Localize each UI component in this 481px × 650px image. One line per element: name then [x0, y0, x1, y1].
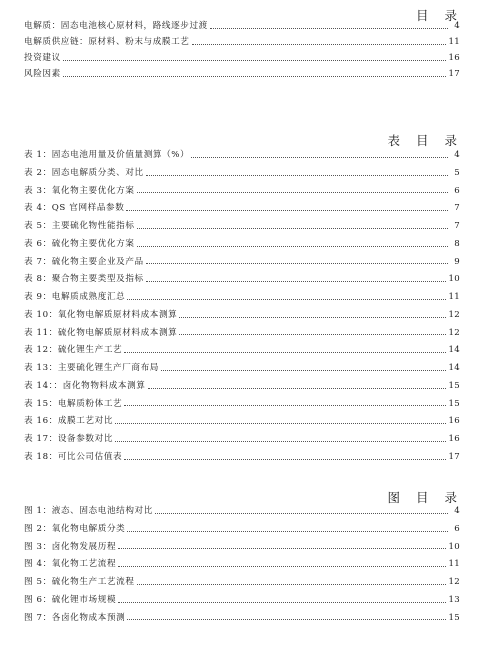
table-entry-label: 表 4：QS 官网样品参数 [24, 203, 125, 214]
table-entry[interactable] [24, 178, 460, 196]
table-entry[interactable] [24, 408, 460, 426]
table-entry-label: 表 13：主要硫化锂生产厂商布局 [24, 363, 159, 374]
table-entry-page: 15 [448, 380, 460, 391]
figures-list [24, 498, 460, 622]
toc-entry-page: 11 [448, 37, 460, 48]
table-entry-label: 表 2：固态电解质分类、对比 [24, 167, 144, 178]
table-entry-page: 4 [454, 150, 460, 161]
dot-leader [192, 44, 447, 45]
table-entry-page: 12 [448, 327, 460, 338]
figure-entry-label: 图 5：硫化物生产工艺流程 [24, 577, 135, 588]
table-entry-label: 表 9：电解质成熟度汇总 [24, 292, 126, 303]
toc-entry-label: 投资建议 [24, 53, 61, 64]
dot-leader [118, 548, 446, 549]
dot-leader [161, 370, 446, 371]
table-entry[interactable] [24, 266, 460, 284]
figure-entry-label: 图 4：氧化物工艺流程 [24, 559, 117, 570]
table-entry-label: 表 11：硫化物电解质原材料成本测算 [24, 327, 178, 338]
dot-leader [115, 423, 446, 424]
figure-entry-page: 6 [454, 523, 460, 534]
table-entry[interactable] [24, 373, 460, 391]
table-entry-label: 表 16：成膜工艺对比 [24, 416, 114, 427]
table-entry-page: 7 [454, 203, 460, 214]
table-entry-label: 表 15：电解质粉体工艺 [24, 398, 123, 409]
toc-entry[interactable] [24, 63, 460, 79]
figure-entry-label: 图 7：各卤化物成本预测 [24, 612, 126, 623]
dot-leader [124, 459, 446, 460]
dot-leader [127, 531, 448, 532]
dot-leader [124, 352, 446, 353]
toc-entry[interactable] [24, 47, 460, 63]
figures-heading: 图 目 录 [387, 490, 463, 505]
toc-entry-label: 风险因素 [24, 69, 61, 80]
figure-entry[interactable] [24, 551, 460, 569]
table-entry-page: 11 [448, 292, 460, 303]
figure-entry-page: 4 [454, 506, 460, 517]
table-entry-page: 6 [454, 185, 460, 196]
table-entry-page: 10 [448, 274, 460, 285]
dot-leader [179, 317, 446, 318]
table-entry-page: 8 [454, 238, 460, 249]
table-entry-label: 表 14：：卤化物物料成本测算 [24, 380, 146, 391]
table-entry-page: 16 [448, 416, 460, 427]
table-entry[interactable] [24, 337, 460, 355]
dot-leader [137, 584, 447, 585]
tables-list [24, 142, 460, 462]
table-entry-page: 17 [448, 451, 460, 462]
table-entry[interactable] [24, 284, 460, 302]
dot-leader [155, 513, 448, 514]
dot-leader [137, 192, 448, 193]
dot-leader [63, 60, 447, 61]
table-entry[interactable] [24, 249, 460, 267]
table-entry[interactable] [24, 213, 460, 231]
table-entry-label: 表 7：硫化物主要企业及产品 [24, 256, 144, 267]
dot-leader [118, 566, 446, 567]
figure-entry-page: 13 [448, 594, 460, 605]
dot-leader [146, 263, 448, 264]
dot-leader [146, 281, 447, 282]
figure-entry[interactable] [24, 516, 460, 534]
table-entry-page: 14 [448, 345, 460, 356]
table-entry-label: 表 10：氧化物电解质原材料成本测算 [24, 309, 178, 320]
figure-entry-page: 10 [448, 541, 460, 552]
table-entry-label: 表 17：设备参数对比 [24, 434, 114, 445]
contents-list [24, 15, 460, 79]
table-entry-label: 表 6：硫化物主要优化方案 [24, 238, 135, 249]
table-entry[interactable] [24, 355, 460, 373]
dot-leader [191, 157, 448, 158]
dot-leader [127, 619, 446, 620]
figure-entry-label: 图 2：氧化物电解质分类 [24, 523, 126, 534]
contents-heading: 目 录 [416, 8, 463, 23]
dot-leader [210, 28, 448, 29]
figure-entry[interactable] [24, 569, 460, 587]
dot-leader [126, 210, 448, 211]
table-entry-page: 15 [448, 398, 460, 409]
figure-entry[interactable] [24, 587, 460, 605]
table-entry[interactable] [24, 160, 460, 178]
dot-leader [179, 334, 446, 335]
figure-entry[interactable] [24, 605, 460, 623]
figure-entry-label: 图 3：卤化物发展历程 [24, 541, 117, 552]
table-entry[interactable] [24, 302, 460, 320]
table-entry-page: 5 [454, 167, 460, 178]
dot-leader [124, 405, 446, 406]
table-entry[interactable] [24, 320, 460, 338]
dot-leader [137, 246, 448, 247]
table-entry-label: 表 12：硫化锂生产工艺 [24, 345, 123, 356]
table-entry-label: 表 3：氧化物主要优化方案 [24, 185, 135, 196]
dot-leader [148, 388, 447, 389]
table-entry-label: 表 1：固态电池用量及价值量测算（%） [24, 150, 190, 161]
dot-leader [63, 76, 447, 77]
figure-entry-label: 图 1：液态、固态电池结构对比 [24, 506, 153, 517]
dot-leader [146, 175, 448, 176]
figure-entry[interactable] [24, 534, 460, 552]
toc-entry-page: 16 [448, 53, 460, 64]
dot-leader [137, 228, 448, 229]
toc-entry-label: 电解质：固态电池核心原材料，路线逐步过渡 [24, 21, 208, 32]
figure-entry-page: 11 [448, 559, 460, 570]
table-entry-page: 9 [454, 256, 460, 267]
toc-entry[interactable] [24, 31, 460, 47]
figure-entry-page: 15 [448, 612, 460, 623]
toc-entry-page: 4 [454, 21, 460, 32]
tables-heading: 表 目 录 [387, 133, 463, 148]
dot-leader [115, 441, 446, 442]
figure-entry[interactable] [24, 498, 460, 516]
dot-leader [127, 299, 446, 300]
table-entry-page: 16 [448, 434, 460, 445]
table-entry[interactable] [24, 391, 460, 409]
toc-entry-label: 电解质供应链：原材料、粉末与成膜工艺 [24, 37, 190, 48]
dot-leader [118, 602, 446, 603]
figure-entry-label: 图 6：硫化锂市场规模 [24, 594, 117, 605]
table-entry[interactable] [24, 195, 460, 213]
table-entry[interactable] [24, 444, 460, 462]
table-entry[interactable] [24, 426, 460, 444]
table-entry-label: 表 8：聚合物主要类型及指标 [24, 274, 144, 285]
table-entry-page: 7 [454, 221, 460, 232]
table-entry-label: 表 18：可比公司估值表 [24, 451, 123, 462]
table-entry[interactable] [24, 231, 460, 249]
table-entry[interactable] [24, 142, 460, 160]
toc-entry[interactable] [24, 15, 460, 31]
figure-entry-page: 12 [448, 577, 460, 588]
table-entry-page: 14 [448, 363, 460, 374]
toc-entry-page: 17 [448, 69, 460, 80]
table-entry-page: 12 [448, 309, 460, 320]
table-entry-label: 表 5：主要硫化物性能指标 [24, 221, 135, 232]
